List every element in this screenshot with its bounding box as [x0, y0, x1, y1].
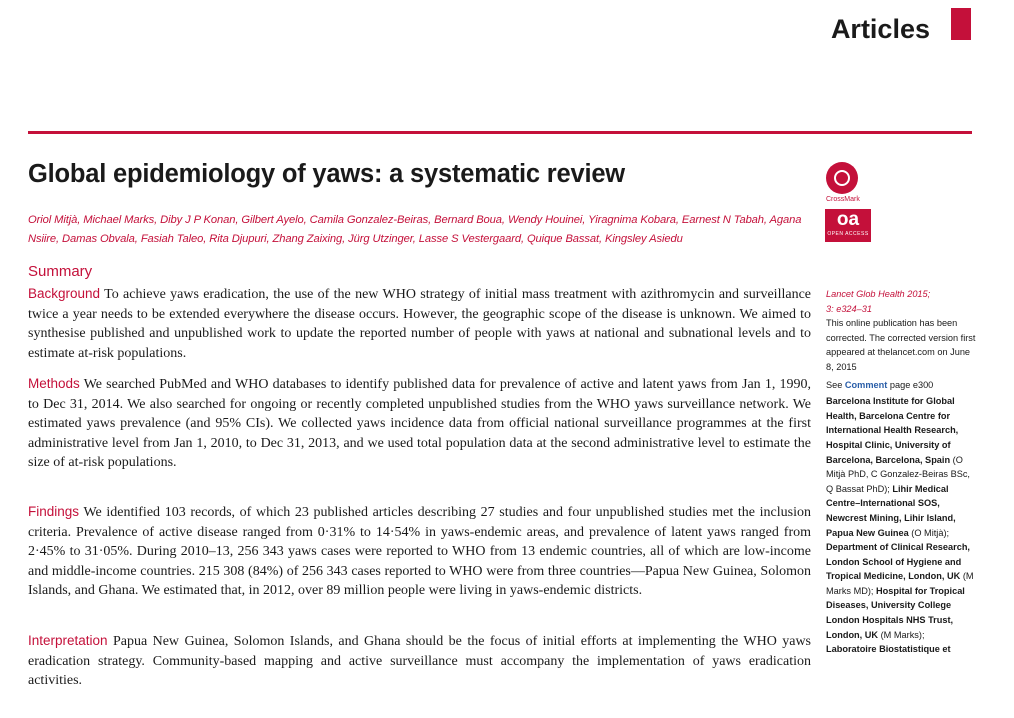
- see-prefix: See: [826, 379, 843, 390]
- affiliation-1-people: (O Mitjà PhD, C Gonzalez-Beiras BSc, Q Bassat PhD);: [826, 454, 970, 494]
- article-title: Global epidemiology of yaws: a systematic review: [28, 160, 625, 188]
- article-sidebar: [826, 287, 976, 657]
- methods-text: We searched PubMed and WHO databases to identify published data for prevalence of active and latent yaws from Jan 1, 1990, to Dec 31, 2014. We also searched for ongoing or recently completed unpublished studies from the WHO yaws surveillance network. We estimated yaws prevalence (and 95% CIs). We collected yaws incidence data from official national surveillance programmes at the first administrative level from Jan 1, 2010, to Dec 31, 2013, and we used total population data at the second administrative level to estimate the size of at-risk populations.: [28, 377, 811, 470]
- affiliation-4-people: (M Marks);: [880, 629, 925, 640]
- affiliation-1: Barcelona Institute for Global Health, Barcelona Centre for International Health Research, Hospital Clinic, University of Barcelona, Barcelona, Spain: [826, 396, 959, 465]
- see-comment: [826, 378, 976, 393]
- summary-findings: [28, 502, 811, 601]
- citation-line-1: Lancet Glob Health 2015;: [826, 289, 931, 299]
- open-access-badge: [825, 209, 871, 242]
- header-rule: [28, 131, 972, 134]
- affiliation-2: Lihir Medical Centre–International SOS, Newcrest Mining, Lihir Island, Papua New Guinea: [826, 483, 956, 538]
- background-text: To achieve yaws eradication, the use of the new WHO strategy of initial mass treatment with azithromycin and surveillance twice a year needs to be extended everywhere the disease occurs. However, the geographic scope of the disease is unknown. We aimed to synthesise published and unpublished work to update the reported number of people with yaws at national and subnational levels and to estimate at-risk populations.: [28, 287, 811, 361]
- findings-label: Findings: [28, 504, 80, 519]
- correction-note: This online publication has been corrected. The corrected version first appeared at thelancet.com on June 8, 2015: [826, 318, 976, 372]
- summary-background: [28, 284, 811, 363]
- crossmark-label: CrossMark: [826, 196, 860, 203]
- affiliation-5: Laboratoire Biostatistique et: [826, 644, 951, 655]
- section-label: Articles: [830, 14, 930, 44]
- summary-interpretation: [28, 631, 811, 691]
- affiliation-3: Department of Clinical Research, London School of Hygiene and Tropical Medicine, London, UK: [826, 542, 970, 582]
- affiliations: [826, 394, 976, 657]
- crossmark-icon: [826, 162, 858, 194]
- journal-citation: [826, 287, 976, 316]
- findings-text: We identified 103 records, of which 23 published articles describing 27 studies and four unpublished studies met the inclusion criteria. Prevalence of active disease ranged from 0·31% to 14·54% in yaws-endemic areas, and prevalence of latent yaws ranged from 2·45% to 31·05%. During 2010–13, 256 343 yaws cases were reported to WHO from 13 endemic countries, all of which are low-income and middle-income countries. 215 308 (84%) of 256 343 cases reported to WHO were from three countries—Papua New Guinea, Solomon Islands, and Ghana. We estimated that, in 2012, over 89 million people were living in yaws-endemic districts.: [28, 505, 811, 598]
- crossmark-badge[interactable]: [826, 162, 860, 203]
- interpretation-label: Interpretation: [28, 633, 108, 648]
- author-list: Oriol Mitjà, Michael Marks, Diby J P Konan, Gilbert Ayelo, Camila Gonzalez-Beiras, Bernard Boua, Wendy Houinei, Yiragnima Kobara, Earnest N Tabah, Agana Nsiire, Damas Obvala, Fasiah Taleo, Rita Djupuri, Zhang Zaixing, Jürg Utzinger, Lasse S Vestergaard, Quique Bassat, Kingsley Asiedu: [28, 214, 802, 245]
- affiliation-4: Hospital for Tropical Diseases, University College London Hospitals NHS Trust, London, UK: [826, 585, 965, 640]
- comment-page: page e300: [889, 379, 934, 390]
- affiliation-3-people: (M Marks MD);: [826, 571, 974, 596]
- affiliation-2-people: (O Mitjà);: [911, 527, 950, 538]
- summary-methods: [28, 374, 811, 473]
- section-color-block: [951, 8, 971, 40]
- comment-link[interactable]: Comment: [844, 379, 888, 390]
- citation-line-2: 3: e324–31: [826, 303, 872, 314]
- summary-heading: Summary: [28, 263, 93, 280]
- methods-label: Methods: [28, 376, 80, 391]
- interpretation-text: Papua New Guinea, Solomon Islands, and Ghana should be the focus of initial efforts at implementing the WHO yaws eradication strategy. Community-based mapping and active surveillance must accompany the implementation of yaws eradication activities.: [28, 634, 812, 688]
- open-access-icon: oa: [836, 209, 860, 230]
- background-label: Background: [28, 286, 101, 301]
- open-access-caption: OPEN ACCESS: [827, 231, 869, 237]
